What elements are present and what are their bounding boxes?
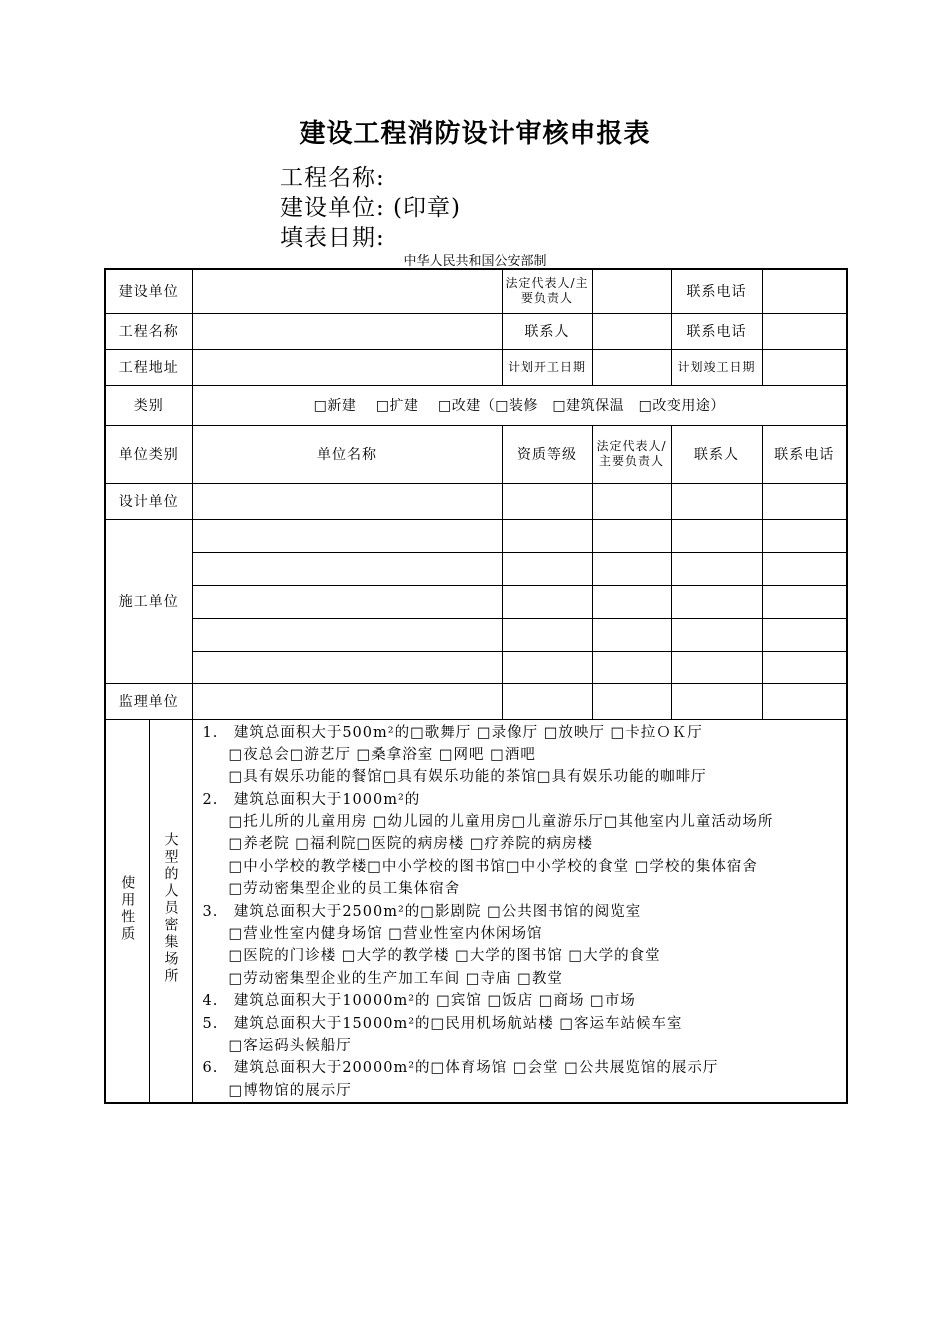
usage-label: 使用性质	[119, 874, 136, 943]
unit-legal-rep-header: 法定代表人/主要负责人	[592, 425, 671, 483]
supervision-unit-phone-field[interactable]	[762, 683, 847, 719]
design-unit-contact-field[interactable]	[671, 483, 762, 519]
supervision-unit-label: 监理单位	[105, 683, 192, 719]
construction-unit-contact-field[interactable]	[671, 651, 762, 683]
start-date-field[interactable]	[592, 349, 671, 385]
construction-unit-qualification-field[interactable]	[502, 585, 592, 618]
category-options[interactable]: □新建 □扩建 □改建（□装修 □建筑保温 □改变用途）	[192, 385, 847, 425]
fill-date-label: 填表日期:	[280, 225, 385, 251]
construction-unit-name-field[interactable]	[192, 651, 502, 683]
construction-unit-name-field[interactable]	[192, 519, 502, 552]
construction-unit-contact-field[interactable]	[671, 618, 762, 651]
construction-unit-qualification-field[interactable]	[502, 618, 592, 651]
construction-unit-qualification-field[interactable]	[502, 552, 592, 585]
usage-line[interactable]: □夜总会□游艺厅 □桑拿浴室 □网吧 □酒吧	[228, 746, 536, 763]
unit-contact-header: 联系人	[671, 425, 762, 483]
construction-unit-legal-rep-field[interactable]	[592, 552, 671, 585]
construction-unit-contact-field[interactable]	[671, 519, 762, 552]
application-form-table	[104, 268, 848, 1104]
project-field[interactable]	[192, 313, 502, 349]
construction-unit-legal-rep-field[interactable]	[592, 585, 671, 618]
usage-line[interactable]: □养老院 □福利院□医院的病房楼 □疗养院的病房楼	[228, 836, 594, 853]
construction-unit-phone-field[interactable]	[762, 651, 847, 683]
usage-line[interactable]: 3. 建筑总面积大于2500m²的□影剧院 □公共图书馆的阅览室	[202, 903, 642, 920]
usage-line[interactable]: □劳动密集型企业的生产加工车间 □寺庙 □教堂	[228, 970, 563, 987]
usage-line[interactable]: □客运码头候船厅	[228, 1037, 352, 1054]
phone-label-2: 联系电话	[671, 313, 762, 349]
supervision-unit-qualification-field[interactable]	[502, 683, 592, 719]
issuer-label: 中华人民共和国公安部制	[403, 254, 547, 269]
construction-unit-name-field[interactable]	[192, 618, 502, 651]
unit-name-header: 单位名称	[192, 425, 502, 483]
builder-label: 建设单位	[105, 269, 192, 313]
start-date-label: 计划开工日期	[502, 349, 592, 385]
legal-rep-field[interactable]	[592, 269, 671, 313]
construction-unit-legal-rep-field[interactable]	[592, 618, 671, 651]
usage-line[interactable]: □托儿所的儿童用房 □幼儿园的儿童用房□儿童游乐厅□其他室内儿童活动场所	[228, 814, 774, 831]
form-title: 建设工程消防设计审核申报表	[299, 119, 651, 149]
construction-unit-contact-field[interactable]	[671, 552, 762, 585]
design-unit-qualification-field[interactable]	[502, 483, 592, 519]
usage-options[interactable]	[192, 719, 847, 1103]
usage-sublabel-cell	[149, 719, 192, 1103]
category-label: 类别	[105, 385, 192, 425]
builder-seal-label: 建设单位: (印章)	[280, 195, 462, 221]
contact-label: 联系人	[502, 313, 592, 349]
qualification-header: 资质等级	[502, 425, 592, 483]
usage-line[interactable]: □具有娱乐功能的餐馆□具有娱乐功能的茶馆□具有娱乐功能的咖啡厅	[228, 769, 707, 786]
design-unit-legal-rep-field[interactable]	[592, 483, 671, 519]
project-label: 工程名称	[105, 313, 192, 349]
contact-field[interactable]	[592, 313, 671, 349]
usage-line[interactable]: □博物馆的展示厅	[228, 1082, 352, 1099]
construction-unit-phone-field[interactable]	[762, 618, 847, 651]
design-unit-name-field[interactable]	[192, 483, 502, 519]
construction-unit-legal-rep-field[interactable]	[592, 519, 671, 552]
builder-field[interactable]	[192, 269, 502, 313]
legal-rep-label: 法定代表人/主要负责人	[502, 269, 592, 313]
usage-line[interactable]: 5. 建筑总面积大于15000m²的□民用机场航站楼 □客运车站候车室	[202, 1015, 683, 1032]
address-label: 工程地址	[105, 349, 192, 385]
construction-unit-legal-rep-field[interactable]	[592, 651, 671, 683]
construction-unit-contact-field[interactable]	[671, 585, 762, 618]
address-field[interactable]	[192, 349, 502, 385]
usage-line[interactable]: 1. 建筑总面积大于500m²的□歌舞厅 □录像厅 □放映厅 □卡拉ＯＫ厅	[202, 724, 703, 741]
supervision-unit-contact-field[interactable]	[671, 683, 762, 719]
usage-line[interactable]: 6. 建筑总面积大于20000m²的□体育场馆 □会堂 □公共展览馆的展示厅	[202, 1060, 719, 1077]
builder-phone-field[interactable]	[762, 269, 847, 313]
construction-unit-phone-field[interactable]	[762, 585, 847, 618]
construction-unit-qualification-field[interactable]	[502, 519, 592, 552]
usage-line[interactable]: □中小学校的教学楼□中小学校的图书馆□中小学校的食堂 □学校的集体宿舍	[228, 858, 758, 875]
supervision-unit-legal-rep-field[interactable]	[592, 683, 671, 719]
usage-line[interactable]: □医院的门诊楼 □大学的教学楼 □大学的图书馆 □大学的食堂	[228, 948, 661, 965]
usage-sublabel: 大型的人员密集场所	[162, 832, 179, 986]
construction-unit-label: 施工单位	[105, 519, 192, 683]
construction-unit-name-field[interactable]	[192, 552, 502, 585]
usage-label-cell	[105, 719, 149, 1103]
supervision-unit-name-field[interactable]	[192, 683, 502, 719]
usage-line[interactable]: 4. 建筑总面积大于10000m²的 □宾馆 □饭店 □商场 □市场	[202, 993, 636, 1010]
construction-unit-phone-field[interactable]	[762, 519, 847, 552]
contact-phone-field[interactable]	[762, 313, 847, 349]
usage-line[interactable]: □营业性室内健身场馆 □营业性室内休闲场馆	[228, 926, 543, 943]
project-name-label: 工程名称:	[280, 165, 385, 191]
phone-label: 联系电话	[671, 269, 762, 313]
design-unit-label: 设计单位	[105, 483, 192, 519]
unit-phone-header: 联系电话	[762, 425, 847, 483]
construction-unit-phone-field[interactable]	[762, 552, 847, 585]
design-unit-phone-field[interactable]	[762, 483, 847, 519]
unit-type-header: 单位类别	[105, 425, 192, 483]
end-date-label: 计划竣工日期	[671, 349, 762, 385]
usage-line: 2. 建筑总面积大于1000m²的	[202, 791, 421, 808]
end-date-field[interactable]	[762, 349, 847, 385]
construction-unit-name-field[interactable]	[192, 585, 502, 618]
construction-unit-qualification-field[interactable]	[502, 651, 592, 683]
usage-line[interactable]: □劳动密集型企业的员工集体宿舍	[228, 881, 461, 898]
